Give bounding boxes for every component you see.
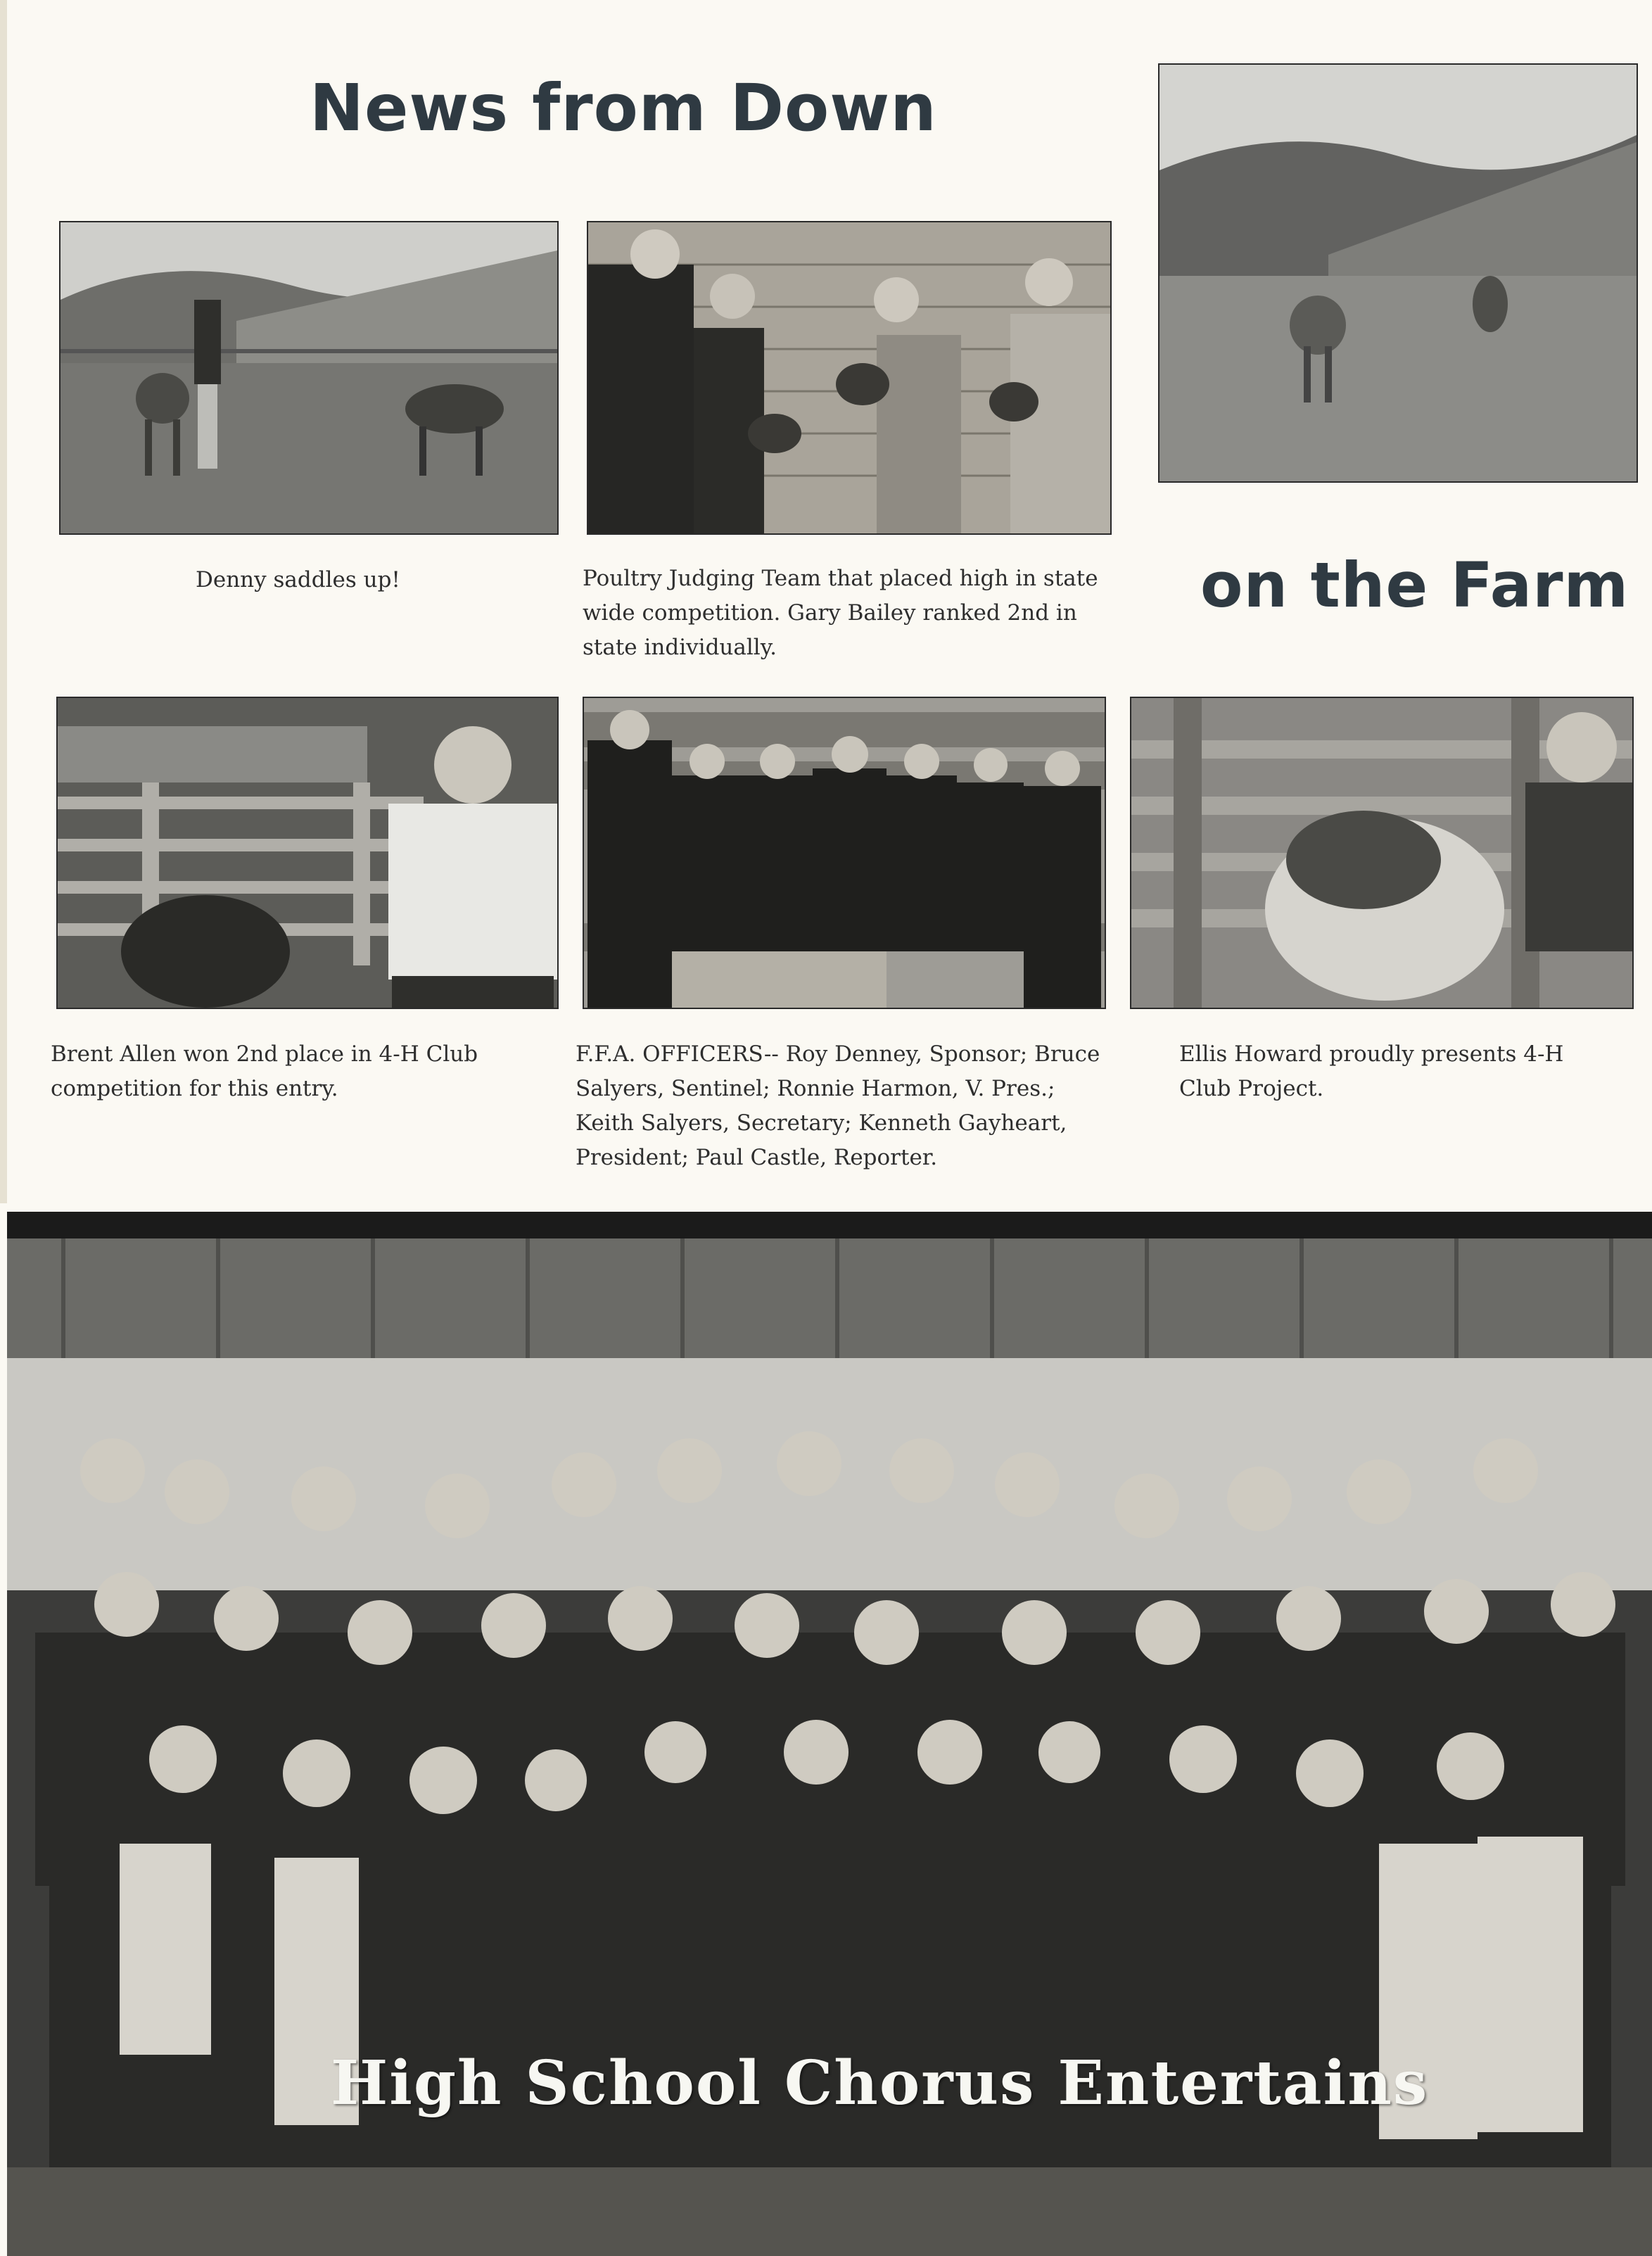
- caption-denny: Denny saddles up!: [196, 567, 400, 592]
- photo-poultry-team: [587, 221, 1112, 535]
- page-edge: [0, 0, 7, 1203]
- photo-ffa-officers: [583, 697, 1106, 1009]
- photo-ellis-howard: [1130, 697, 1634, 1009]
- caption-poultry: Poultry Judging Team that placed high in state wide competition. Gary Bailey ranked 2nd in state individually.: [583, 566, 1098, 660]
- caption-ffa: F.F.A. OFFICERS-- Roy Denney, Sponsor; Bruce Salyers, Sentinel; Ronnie Harmon, V. Pres.; Keith Salyers, Secretary; Kenneth Gayheart, President; Paul Castle, Reporter.: [576, 1041, 1100, 1170]
- photo-pasture-horses: [1158, 63, 1638, 483]
- photo-denny-horses: [59, 221, 559, 535]
- photo-brent-allen: [56, 697, 559, 1009]
- headline-on-the-farm: on the Farm: [1200, 549, 1629, 621]
- caption-brent: Brent Allen won 2nd place in 4-H Club competition for this entry.: [51, 1041, 478, 1101]
- chorus-title: High School Chorus Entertains: [331, 2048, 1429, 2119]
- photo-high-school-chorus: [7, 1238, 1652, 2256]
- caption-ellis: Ellis Howard proudly presents 4-H Club Project.: [1179, 1041, 1564, 1101]
- headline-news-from-down: News from Down: [310, 70, 937, 146]
- section-divider: [7, 1212, 1652, 1238]
